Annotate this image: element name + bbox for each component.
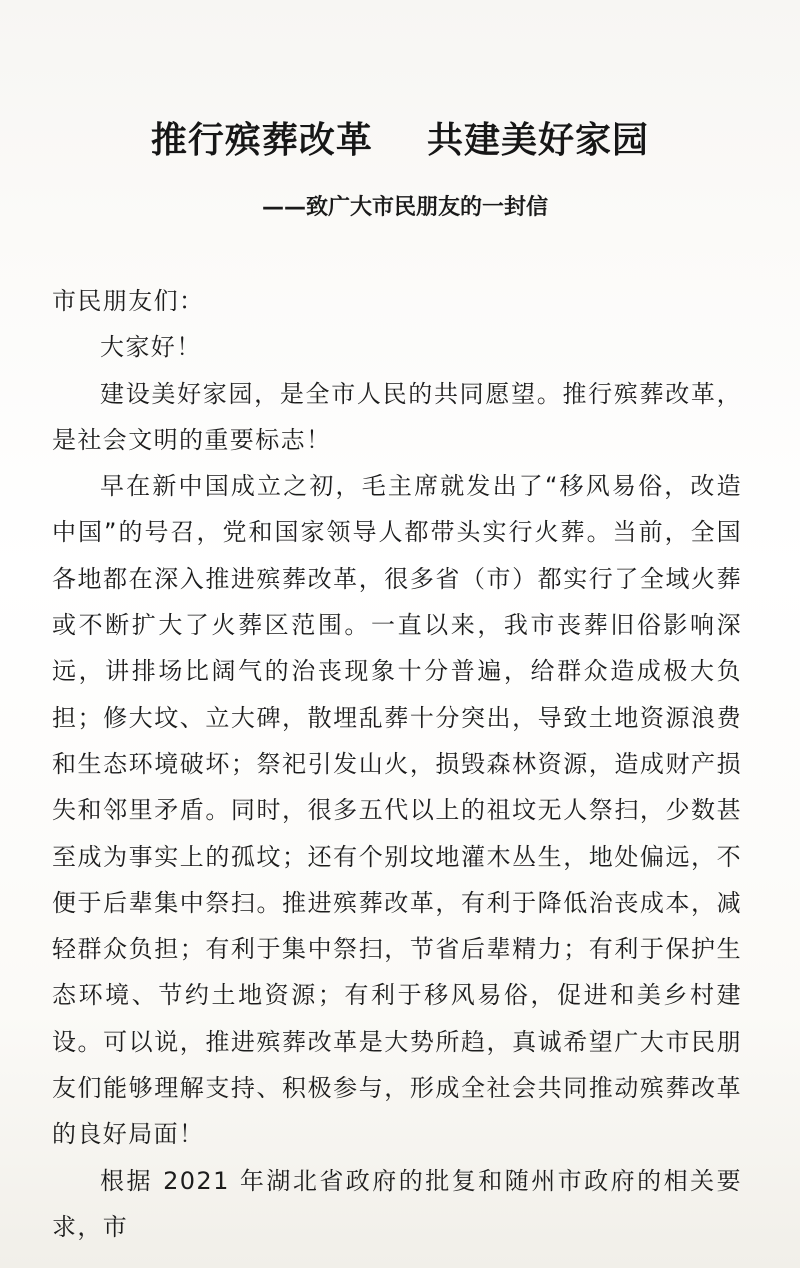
letter-title: 推行殡葬改革 共建美好家园 — [150, 119, 650, 161]
greeting-paragraph: 大家好！ — [100, 333, 202, 362]
letter-subtitle: ——致广大市民朋友的一封信 — [261, 195, 548, 220]
main-paragraph: 早在新中国成立之初，毛主席就发出了“移风易俗，改造中国”的号召，党和国家领导人都带头实行火葬。当前，全国各地都在深入推进殡葬改革，很多省（市）都实行了全域火葬或不断扩大了火葬区范围。一直以来，我市丧葬旧俗影响深远，讲排场比阔气的治丧现象十分普遍，给群众造成极大负担；修大坟、立大碑，散埋乱葬十分突出，导致土地资源浪费和生态环境破坏；祭祀引发山火，损毁森林资源，造成财产损失和邻里矛盾。同时，很多五代以上的祖坟无人祭扫，少数甚至成为事实上的孤坟；还有个别坟地灌木丛生，地处偏远，不便于后辈集中祭扫。推进殡葬改革，有利于降低治丧成本，减轻群众负担；有利于集中祭扫，节省后辈精力；有利于保护生态环境、节约土地资源；有利于移风易俗，促进和美乡村建设。可以说，推进殡葬改革是大势所趋，真诚希望广大市民朋友们能够理解支持、积极参与，形成全社会共同推动殡葬改革的良好局面！ — [52, 472, 742, 1149]
intro-paragraph: 建设美好家园，是全市人民的共同愿望。推行殡葬改革，是社会文明的重要标志！ — [52, 379, 742, 454]
salutation: 市民朋友们： — [52, 287, 205, 315]
closing-paragraph: 根据 2021 年湖北省政府的批复和随州市政府的相关要求，市 — [52, 1166, 742, 1241]
letter-body — [52, 278, 742, 1250]
